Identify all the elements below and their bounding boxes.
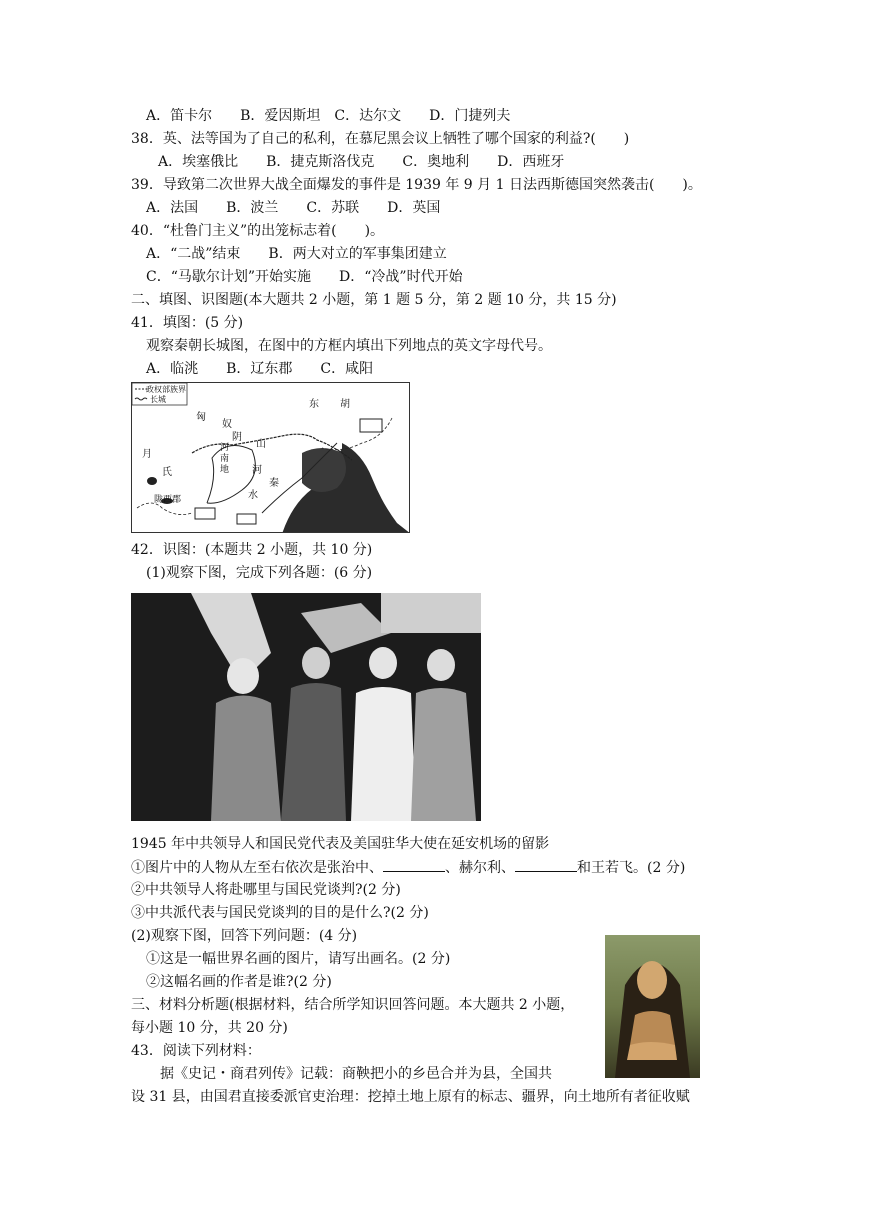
map-label-shui: 水: [248, 490, 258, 501]
q39-options: A．法国 B．波兰 C．苏联 D．英国: [146, 200, 441, 216]
q40-options-cd: C．“马歇尔计划”开始实施 D．“冷战”时代开始: [146, 269, 463, 285]
q40-stem: 40．“杜鲁门主义”的出笼标志着( )。: [131, 223, 385, 239]
map-label-he: 河: [252, 465, 262, 476]
q42-1-item3: ③中共派代表与国民党谈判的目的是什么?(2 分): [131, 905, 429, 921]
legend-border-label: 政权部族界: [146, 385, 186, 394]
q41-stem: 41．填图：(5 分): [131, 315, 244, 331]
map-label-yin: 阴: [232, 432, 242, 443]
blank-box-liaodong[interactable]: [360, 419, 382, 432]
painting-drawing: [605, 935, 700, 1078]
q37-options: A．笛卡尔 B．爱因斯坦 C．达尔文 D．门捷列夫: [146, 108, 511, 124]
q41-instruction: 观察秦朝长城图，在图中的方框内填出下列地点的英文字母代号。: [146, 338, 552, 354]
q39-stem: 39．导致第二次世界大战全面爆发的事件是 1939 年 9 月 1 日法西斯德国突然袭击( )。: [131, 177, 702, 193]
q38-stem: 38．英、法等国为了自己的私利，在慕尼黑会议上牺牲了哪个国家的利益?( ): [131, 131, 630, 147]
map-drawing: [132, 383, 410, 533]
q42-1-item2: ②中共领导人将赴哪里与国民党谈判?(2 分): [131, 882, 401, 898]
q42-part1-heading: (1)观察下图，完成下列各题：(6 分): [146, 565, 373, 581]
legend-wall-label: 长城: [150, 395, 166, 404]
answer-blank-2[interactable]: [515, 857, 577, 872]
map-label-xiong: 匈: [196, 412, 206, 423]
q42-part2-heading: (2)观察下图，回答下列问题：(4 分): [131, 928, 358, 944]
q41-places: A．临洮 B．辽东郡 C．咸阳: [146, 361, 374, 377]
section-3-heading-cont: 每小题 10 分，共 20 分): [131, 1020, 288, 1036]
q40-options-ab: A．“二战”结束 B．两大对立的军事集团建立: [146, 246, 447, 262]
q42-1-item1: [131, 857, 685, 877]
photo-drawing: [131, 593, 481, 821]
map-label-yue: 月: [142, 449, 152, 460]
photo-caption: 1945 年中共领导人和国民党代表及美国驻华大使在延安机场的留影: [131, 836, 550, 852]
map-label-shi: 氏: [162, 467, 172, 478]
yanan-airport-photo: [131, 593, 481, 821]
q42-1-item1-text-b: 、赫尔利、: [445, 860, 515, 876]
q42-2-item2: ②这幅名画的作者是谁?(2 分): [146, 974, 332, 990]
q43-stem: 43．阅读下列材料：: [131, 1043, 261, 1059]
q42-1-item1-text-c: 和王若飞。(2 分): [577, 860, 686, 876]
map-label-chaoxian: 朝鲜: [372, 461, 382, 482]
section-2-heading: 二、填图、识图题(本大题共 2 小题，第 1 题 5 分，第 2 题 10 分，共 15 分): [131, 292, 617, 308]
q42-2-item1: ①这是一幅世界名画的图片，请写出画名。(2 分): [146, 951, 451, 967]
blank-box-lintao[interactable]: [195, 508, 215, 519]
mona-lisa-painting: [605, 935, 700, 1078]
map-label-dong: 东: [309, 399, 319, 410]
qin-great-wall-map: [131, 382, 410, 533]
map-label-nu: 奴: [222, 419, 232, 430]
blank-box-xianyang[interactable]: [237, 514, 256, 524]
map-label-longxi: 陇西郡: [154, 495, 182, 505]
q42-1-item1-text-a: ①图片中的人物从左至右依次是张治中、: [131, 860, 383, 876]
map-label-qin: 秦: [269, 478, 279, 489]
q43-material-line1: 据《史记・商君列传》记载：商鞅把小的乡邑合并为县，全国共: [160, 1066, 552, 1082]
q43-material-line2: 设 31 县，由国君直接委派官吏治理：挖掉土地上原有的标志、疆界，向土地所有者征收赋: [131, 1089, 690, 1105]
q42-stem: 42．识图：(本题共 2 小题，共 10 分): [131, 542, 373, 558]
map-label-shan: 山: [256, 439, 266, 450]
map-label-hu: 胡: [340, 399, 350, 410]
map-label-henandi: 河南地: [220, 443, 230, 475]
answer-blank-1[interactable]: [383, 857, 445, 872]
q38-options: A．埃塞俄比 B．捷克斯洛伐克 C．奥地利 D．西班牙: [158, 154, 565, 170]
section-3-heading: 三、材料分析题(根据材料，结合所学知识回答问题。本大题共 2 小题，: [131, 997, 575, 1013]
